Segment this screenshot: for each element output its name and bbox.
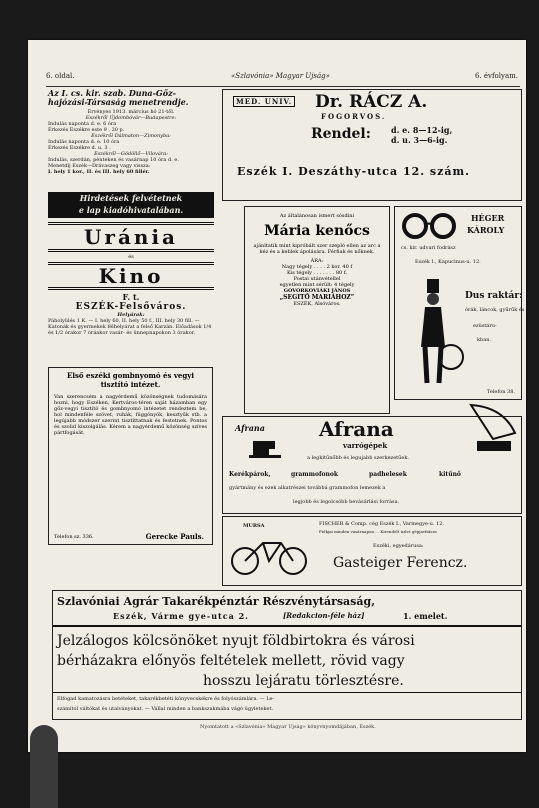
gomb-title: Első eszéki gombnyomó és vegyi tisztító intézet. — [67, 371, 194, 389]
ship-row: I. hely 1 kor., II. és III. hely 60 fillér. — [48, 169, 150, 175]
urania-ad — [48, 222, 214, 336]
page-footer: Nyomtatott a «Szlavónia» Magyar Ujság» könyvnyomdájában, Eszék. — [200, 724, 376, 730]
kino-title: Kino — [48, 262, 214, 290]
fischer-company: FISCHER & Comp. cég Eszék I., Varmegye-u. 12. — [319, 521, 445, 527]
ship-valid: Érvényes 1913. március hó 21-től. — [87, 109, 175, 115]
urania-es: és — [128, 254, 134, 260]
racz-hours-2: d. u. 3—6-ig. — [391, 135, 448, 145]
ship-row: Menetdíj Eszék—Drávaszeg vagy vissza: — [48, 163, 151, 169]
racz-ad — [222, 89, 522, 201]
heger-name2: KÁROLY — [467, 225, 505, 235]
bank-title: Szlavóniai Agrár Takarékpénztár Részvénytársaság, — [57, 595, 376, 608]
ship-row: Indulás naponta d. e. 10 óra — [48, 139, 120, 145]
gomb-owner: Gerecke Pauls. — [145, 532, 204, 541]
bank-address-c: 1. emelet. — [403, 611, 448, 621]
gramophone-icon — [463, 401, 519, 457]
maria-postal: Postai utánvétellel — [293, 276, 341, 282]
racz-med-univ: MED. UNIV. — [233, 96, 295, 107]
page-number-left: 6. oldal. — [46, 72, 75, 80]
urania-prices-head: Helyárak: — [117, 312, 145, 318]
bank-address-a: Eszék, Várme gye-utca 2. — [113, 611, 249, 621]
ad-banner — [48, 192, 214, 218]
gomb-ad — [48, 367, 213, 545]
ship-route3: Eszékről—Gödöllő—Vilovára: — [94, 151, 168, 157]
afrana-line1: a legkitűnőbb és legujabb szerkezetűek. — [307, 455, 409, 461]
ship-row: Indulás, szerdán, pénteken és vasárnap 10 óra d. e. — [48, 157, 179, 163]
heger-line-3: ezüstáru- — [473, 323, 497, 329]
afrana-title: Afrana — [319, 417, 394, 441]
urania-body: Páholyülés 1 K. — I. hely 60, II. hely 50 f., III. hely 30 fill. — Katonák és gyermekek félhelyárat a felső Karzán. Előadások 1/4 és 1/2 órakor 7 óráakor vasár- és ünnepnapokon 3 órakor. — [48, 318, 212, 336]
bank-rule — [53, 625, 521, 627]
maria-body: ajánltatik mint kipróbált szer szepló ellen az arc a kéz és a keblek ápolására. Férfiak és nőknek. — [253, 243, 381, 255]
ship-row: Érkezés Eszékre d. u. 3 . — [48, 145, 111, 151]
racz-sub: FOGORVOS. — [321, 112, 387, 121]
header-rule — [46, 86, 520, 87]
maria-price-2: Kis tégely . . . . . . . 80 f. — [286, 270, 348, 276]
bank-ad — [52, 590, 522, 720]
fischer-tag: Eszéki, egyedárusa: — [373, 543, 424, 549]
bank-address-b: [Redakcion-féle ház] — [283, 611, 365, 620]
ship-schedule — [48, 89, 214, 175]
racz-address: Eszék I. Deszáthy-utca 12. szám. — [237, 165, 470, 178]
fischer-ad — [222, 516, 522, 586]
ship-title: Az I. cs. kir. szab. Duna-Gőz-hajózási-Társaság menetrendje. — [48, 88, 189, 107]
afrana-item-3: padhelesek — [369, 471, 407, 478]
heger-sub: cs. kir. udvari fodrász — [401, 245, 456, 251]
bicycle-icon — [229, 533, 309, 577]
fischer-name: Gasteiger Ferencz. — [333, 555, 468, 571]
afrana-ad — [222, 416, 522, 514]
maria-pharmacist: GOVORKOVIÁKI JÁNOS — [283, 288, 351, 294]
heger-line-4: kban. — [477, 337, 492, 343]
racz-rendel: Rendel: — [311, 126, 371, 142]
heger-name: HÉGER — [471, 213, 505, 223]
bank-line1: Jelzálogos kölcsönöket nyujt földbirtokra és városi — [57, 633, 415, 649]
afrana-item-2: grammofonok — [291, 471, 339, 478]
racz-name: Dr. RÁCZ A. — [315, 92, 428, 112]
maria-city: ESZÉK, Alsóváros. — [293, 301, 341, 307]
ship-route2: Eszékről Dálmaton—Zimonyba: — [91, 133, 171, 139]
newspaper-page — [28, 40, 526, 752]
heger-phone: Telefon 38. — [486, 389, 515, 395]
afrana-line3: legjobb és legolcsóbb bevásárlási forrása. — [293, 499, 400, 505]
racz-hours-1: d. e. 8—12-ig, — [391, 125, 453, 135]
afrana-logo: Afrana — [235, 423, 265, 433]
bank-rule-2 — [53, 692, 521, 693]
maria-ad — [244, 206, 390, 414]
ad-banner-line1: Hirdetések felvétetnek — [79, 193, 183, 203]
urania-title: Uránia — [48, 222, 214, 252]
gomb-phone: Telefon sz. 336. — [54, 534, 94, 540]
bank-line2: bérházakra előnyös feltételek mellett, rövid vagy — [57, 653, 405, 669]
ship-route1: Eszékről Újdombóvár—Budapestre: — [85, 115, 177, 121]
maria-pharmacy: „SEGITŐ MARIÁHOZ” — [279, 294, 355, 301]
newspaper-title: «Szlavónia» Magyar Ujság» — [231, 72, 330, 80]
gentleman-illustration-icon — [405, 277, 465, 387]
volume-label: 6. évfolyam. — [474, 72, 518, 80]
heger-line-2: órák, láncok, gyűrűk és — [465, 307, 525, 313]
urania-city: ESZÉK-Felsőváros. — [75, 302, 187, 312]
afrana-line2: gyártmány és ezek alkatrészei továbbá grammofon lemezek a — [229, 485, 386, 491]
page-content — [40, 40, 525, 752]
heger-addr: Eszék I., Kapucinus-u. 12. — [415, 259, 481, 265]
maria-order: egyetlen mint sérült: 4 tégely — [279, 282, 355, 288]
afrana-sub: varrógépek — [343, 441, 388, 450]
sewing-machine-icon — [245, 435, 285, 459]
ad-banner-line2: e lap kiadóhivatalában. — [78, 205, 184, 215]
fischer-marke: MURSA — [243, 523, 265, 529]
urania-ft: F. t. — [122, 292, 140, 302]
heger-line-1: Dus raktár: — [465, 291, 523, 301]
gomb-body: Van szerencsém a nagyérdemű közönségnek tudomására hozni, hogy Eszéken, Kertváros-téren saját házamban egy gőz-vegyi tisztító és gombnyomó intézetet rendeztem be, hol mindenféle szövet, ruhák, függönyök, kesztyűk stb. a legújabb módszer szerint tisztíttatnak és festetnek. Pontos és szolid kiszolgálás. Kérem a nagyérdemű közönség szíves pártfogását. — [54, 394, 207, 436]
afrana-item-4: kitűnő — [439, 471, 461, 478]
maria-price-1: Nagy tégely . . . . 2 kor. 40 f — [281, 264, 353, 270]
bank-line3: hosszu lejáratu törlesztésre. — [203, 673, 404, 689]
maria-price-label: ÁRA: — [310, 258, 324, 264]
glasses-icon — [401, 211, 457, 241]
maria-title: Mária kenőcs — [264, 223, 370, 239]
bank-line5: számítol váltókat és utalványokat. — Vállal minden a bankszakmába vágó ügyleteket. — [57, 706, 274, 712]
ship-row: Érkezés Eszékre este 9 . 20 p. — [48, 127, 125, 133]
maria-intro: Az általánosan ismert sósdini — [279, 213, 355, 219]
fischer-note: Fiókjai minden vasárnapon ... Kirendelt üzlet gépjavításra — [319, 529, 437, 534]
thumb-shadow — [30, 725, 58, 808]
bank-line4: Elfogad kamatozásra betéteket, takarékbetéti könyvecskékre és folyószámlára. — Le- — [57, 696, 275, 702]
heger-ad — [394, 206, 525, 400]
afrana-item-1: Kerékpárok, — [229, 471, 271, 478]
page-header — [46, 72, 520, 86]
ship-row: Indulás naponta d. e. 6 óra — [48, 121, 117, 127]
